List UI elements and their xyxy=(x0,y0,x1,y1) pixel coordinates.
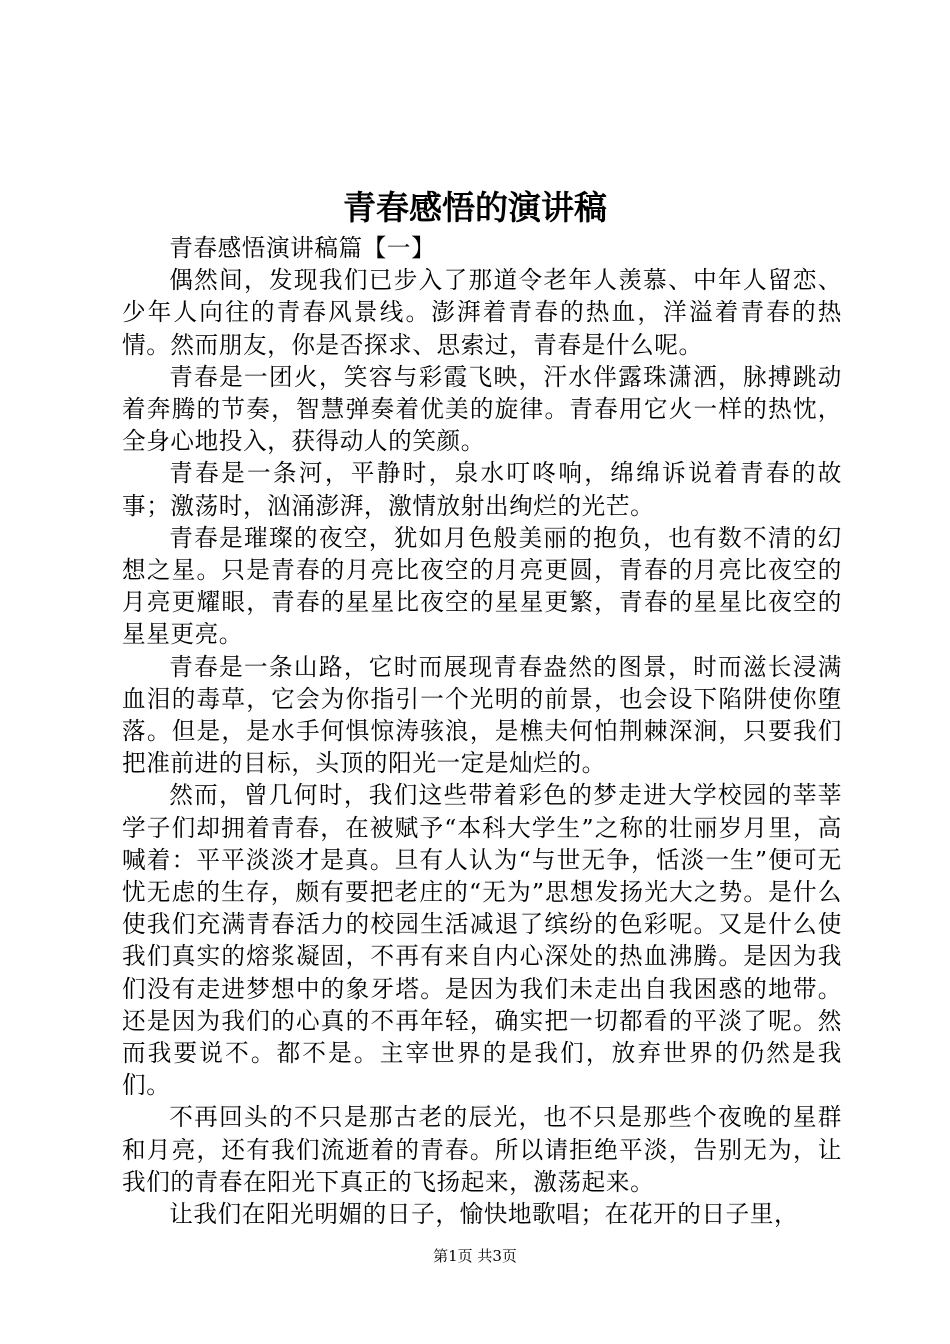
document-body xyxy=(122,232,842,1230)
section-heading: 青春感悟演讲稿篇【一】 xyxy=(169,234,436,262)
paragraph: 不再回头的不只是那古老的辰光，也不只是那些个夜晚的星群和月亮，还有我们流逝着的青春。所以请拒绝平淡，告别无为，让我们的青春在阳光下真正的飞扬起来，激荡起来。 xyxy=(122,1103,842,1196)
page-number-footer: 第1页 共3页 xyxy=(433,1247,517,1265)
paragraph: 让我们在阳光明媚的日子，愉快地歌唱；在花开的日子里， xyxy=(169,1200,799,1229)
paragraph: 青春是璀璨的夜空，犹如月色般美丽的抱负，也有数不清的幻想之星。只是青春的月亮比夜空的月亮更圆，青春的月亮比夜空的月亮更耀眼，青春的星星比夜空的星星更繁，青春的星星比夜空的星星更亮。 xyxy=(122,523,842,649)
document-title: 青春感悟的演讲稿 xyxy=(343,188,607,227)
paragraph: 青春是一团火，笑容与彩霞飞映，汗水伴露珠潇洒，脉搏跳动着奔腾的节奏，智慧弹奏着优美的旋律。青春用它火一样的热忱，全身心地投入，获得动人的笑颜。 xyxy=(122,362,842,456)
paragraph: 青春是一条山路，它时而展现青春盎然的图景，时而滋长浸满血泪的毒草，它会为你指引一个光明的前景，也会设下陷阱使你堕落。但是，是水手何惧惊涛骇浪，是樵夫何怕荆棘深涧，只要我们把准前进的目标，头顶的阳光一定是灿烂的。 xyxy=(122,652,842,778)
paragraph: 偶然间，发现我们已步入了那道令老年人羡慕、中年人留恋、少年人向往的青春风景线。澎湃着青春的热血，洋溢着青春的热情。然而朋友，你是否探求、思索过，青春是什么呢。 xyxy=(122,266,842,359)
paragraph: 青春是一条河，平静时，泉水叮咚响，绵绵诉说着青春的故事；激荡时，汹涌澎湃，激情放射出绚烂的光芒。 xyxy=(122,459,842,520)
paragraph: 然而，曾几何时，我们这些带着彩色的梦走进大学校园的莘莘学子们却拥着青春，在被赋予“本科大学生”之称的壮丽岁月里，高喊着：平平淡淡才是真。旦有人认为“与世无争，恬淡一生”便可无忧无虑的生存，颇有要把老庄的“无为”思想发扬光大之势。是什么使我们充满青春活力的校园生活减退了缤纷的色彩呢。又是什么使我们真实的熔浆凝固，不再有来自内心深处的热血沸腾。是因为我们没有走进梦想中的象牙塔。是因为我们未走出自我困惑的地带。还是因为我们的心真的不再年轻，确实把一切都看的平淡了呢。然而我要说不。都不是。主宰世界的是我们，放弃世界的仍然是我们。 xyxy=(122,781,842,1100)
